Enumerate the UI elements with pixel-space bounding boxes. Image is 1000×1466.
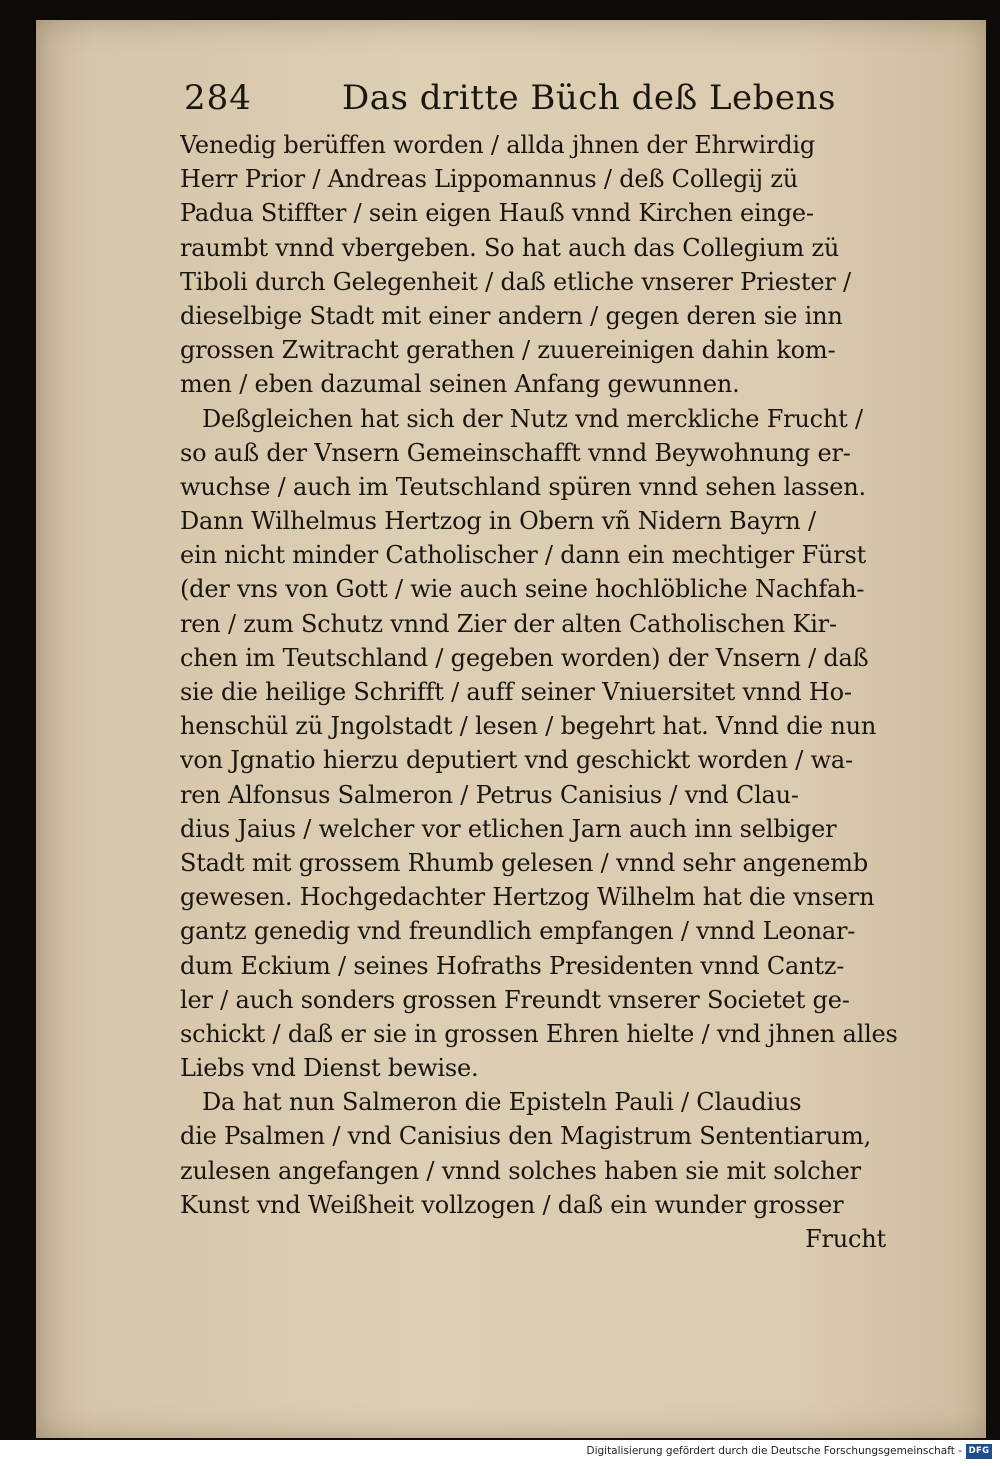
text-line: ein nicht minder Catholischer / dann ein mechtiger Fürst bbox=[180, 541, 867, 570]
text-line: ren / zum Schutz vnnd Zier der alten Catholischen Kir- bbox=[180, 609, 837, 638]
text-line: dum Eckium / seines Hofraths Presidenten vnnd Cantz- bbox=[180, 951, 845, 980]
paragraph-start-line: Da hat nun Salmeron die Episteln Pauli / Claudius bbox=[202, 1088, 802, 1117]
body-text bbox=[180, 128, 900, 1256]
text-line: zulesen angefangen / vnnd solches haben sie mit solcher bbox=[180, 1156, 861, 1185]
text-line: Liebs vnd Dienst bewise. bbox=[180, 1054, 479, 1083]
text-line: dieselbige Stadt mit einer andern / gegen deren sie inn bbox=[180, 301, 843, 330]
text-line: ler / auch sonders grossen Freundt vnserer Societet ge- bbox=[180, 985, 850, 1014]
text-line: wuchse / auch im Teutschland spüren vnnd sehen lassen. bbox=[180, 472, 866, 501]
text-line: sie die heilige Schrifft / auff seiner Vniuersitet vnnd Ho- bbox=[180, 678, 852, 706]
text-line: Kunst vnd Weißheit vollzogen / daß ein wunder grosser bbox=[180, 1190, 844, 1219]
text-line: gewesen. Hochgedachter Hertzog Wilhelm hat die vnsern bbox=[180, 883, 875, 912]
text-line: ren Alfonsus Salmeron / Petrus Canisius / vnd Clau- bbox=[180, 780, 799, 809]
text-line: raumbt vnnd vbergeben. So hat auch das Collegium zü bbox=[180, 233, 840, 262]
text-line: Venedig berüffen worden / allda jhnen der Ehrwirdig bbox=[180, 131, 816, 159]
page-header bbox=[184, 76, 904, 122]
text-line: die Psalmen / vnd Canisius den Magistrum Sententiarum, bbox=[180, 1122, 872, 1151]
dfg-logo: DFG bbox=[966, 1444, 992, 1459]
text-line: Padua Stiffter / sein eigen Hauß vnnd Kirchen einge- bbox=[180, 199, 814, 228]
running-head: Das dritte Büch deß Lebens bbox=[342, 78, 836, 118]
text-line: gantz genedig vnd freundlich empfangen / vnnd Leonar- bbox=[180, 917, 856, 946]
text-line: Stadt mit grossem Rhumb gelesen / vnnd sehr angenemb bbox=[180, 848, 869, 877]
text-line: chen im Teutschland / gegeben worden) der Vnsern / daß bbox=[180, 643, 869, 672]
text-line: (der vns von Gott / wie auch seine hochlöbliche Nachfah- bbox=[180, 575, 865, 604]
text-line: von Jgnatio hierzu deputiert vnd geschickt worden / wa- bbox=[180, 746, 853, 775]
text-line: schickt / daß er sie in grossen Ehren hielte / vnd jhnen alles bbox=[180, 1019, 898, 1048]
text-line: Dann Wilhelmus Hertzog in Obern vñ Nidern Bayrn / bbox=[180, 507, 816, 536]
text-line: dius Jaius / welcher vor etlichen Jarn auch inn selbiger bbox=[180, 814, 837, 843]
paragraph-start-line: Deßgleichen hat sich der Nutz vnd merckliche Frucht / bbox=[202, 404, 863, 433]
text-line: grossen Zwitracht gerathen / zuuereinigen dahin kom- bbox=[180, 336, 836, 365]
catchword: Frucht bbox=[805, 1225, 886, 1253]
footer-bar bbox=[0, 1440, 1000, 1466]
page-number: 284 bbox=[184, 78, 252, 118]
text-line: Herr Prior / Andreas Lippomannus / deß Collegij zü bbox=[180, 165, 799, 194]
text-line: men / eben dazumal seinen Anfang gewunnen. bbox=[180, 370, 740, 399]
text-line: Tiboli durch Gelegenheit / daß etliche vnserer Priester / bbox=[180, 267, 851, 296]
text-line: so auß der Vnsern Gemeinschafft vnnd Beywohnung er- bbox=[180, 438, 851, 467]
text-line: henschül zü Jngolstadt / lesen / begehrt hat. Vnnd die nun bbox=[180, 712, 877, 741]
funding-credit: Digitalisierung gefördert durch die Deutsche Forschungsgemeinschaft - bbox=[586, 1445, 962, 1457]
